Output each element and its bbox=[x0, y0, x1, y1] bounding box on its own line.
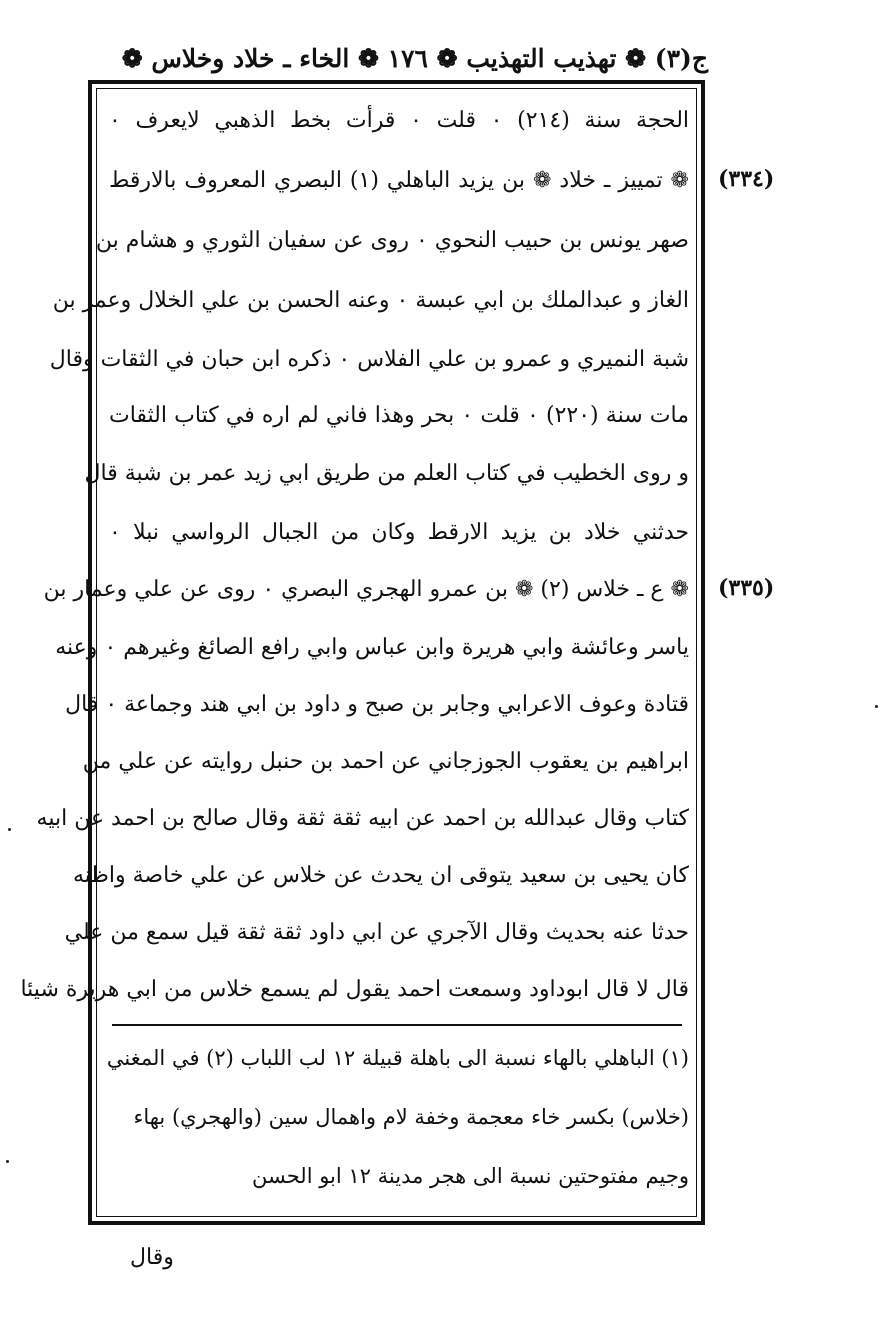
page-header bbox=[88, 36, 708, 80]
body-line: قتادة وعوف الاعرابي وجابر بن صبح و داود بن ابي هند وجماعة ٠ قال bbox=[65, 692, 689, 717]
body-line: كان يحيى بن سعيد يتوقى ان يحدث عن خلاس عن علي خاصة واظنه bbox=[72, 863, 689, 888]
footnote-line: (خلاس) بكسر خاء معجمة وخفة لام واهمال سين (والهجري) بهاء bbox=[133, 1105, 689, 1129]
entry-number: (٣٣٥) bbox=[718, 575, 775, 601]
footnote-line: وجيم مفتوحتين نسبة الى هجر مدينة ١٢ ابو الحسن bbox=[252, 1164, 689, 1188]
body-line: حدثا عنه بحديث وقال الآجري عن ابي داود ثقة ثقة قيل سمع من علي bbox=[64, 920, 689, 945]
body-line: حدثني خلاد بن يزيد الارقط وكان من الجبال الرواسي نبلا ٠ bbox=[109, 520, 689, 545]
body-line: ❁ تمييز ـ خلاد ❁ بن يزيد الباهلي (١) البصري المعروف بالارقط bbox=[109, 168, 689, 193]
entry-number: (٣٣٤) bbox=[718, 166, 775, 192]
running-head: ج(٣) ❁ تهذيب التهذيب ❁ ١٧٦ ❁ الخاء ـ خلاد وخلاس ❁ bbox=[121, 43, 708, 73]
body-line: ياسر وعائشة وابي هريرة وابن عباس وابي رافع الصائغ وغيرهم ٠ وعنه bbox=[55, 635, 689, 660]
scan-speck bbox=[875, 705, 878, 708]
footnote-line: (١) الباهلي بالهاء نسبة الى باهلة قبيلة ١٢ لب اللباب (٢) في المغني bbox=[106, 1046, 689, 1070]
body-line: الحجة سنة (٢١٤) ٠ قلت ٠ قرأت بخط الذهبي لايعرف ٠ bbox=[109, 108, 690, 133]
body-line: قال لا قال ابوداود وسمعت احمد يقول لم يسمع خلاس من ابي هريرة شيئا bbox=[20, 977, 689, 1002]
footnote-divider bbox=[112, 1024, 682, 1026]
body-line: ابراهيم بن يعقوب الجوزجاني عن احمد بن حنبل روايته عن علي من bbox=[82, 749, 689, 774]
body-line: مات سنة (٢٢٠) ٠ قلت ٠ بحر وهذا فاني لم اره في كتاب الثقات bbox=[109, 403, 690, 428]
body-line: شبة النميري و عمرو بن علي الفلاس ٠ ذكره ابن حبان في الثقات وقال bbox=[49, 347, 689, 372]
body-line: صهر يونس بن حبيب النحوي ٠ روى عن سفيان الثوري و هشام بن bbox=[95, 228, 689, 253]
body-line: ❁ ع ـ خلاس (٢) ❁ بن عمرو الهجري البصري ٠ روى عن علي وعمار بن bbox=[43, 577, 689, 602]
body-line: كتاب وقال عبدالله بن احمد عن ابيه ثقة ثقة وقال صالح بن احمد عن ابيه bbox=[36, 806, 689, 831]
body-line: و روى الخطيب في كتاب العلم من طريق ابي زيد عمر بن شبة قال bbox=[84, 461, 689, 486]
scan-speck bbox=[6, 1160, 9, 1163]
catchword: وقال bbox=[130, 1245, 174, 1270]
scan-speck bbox=[8, 828, 11, 831]
body-line: الغاز و عبدالملك بن ابي عبسة ٠ وعنه الحسن بن علي الخلال وعمر بن bbox=[52, 288, 689, 313]
